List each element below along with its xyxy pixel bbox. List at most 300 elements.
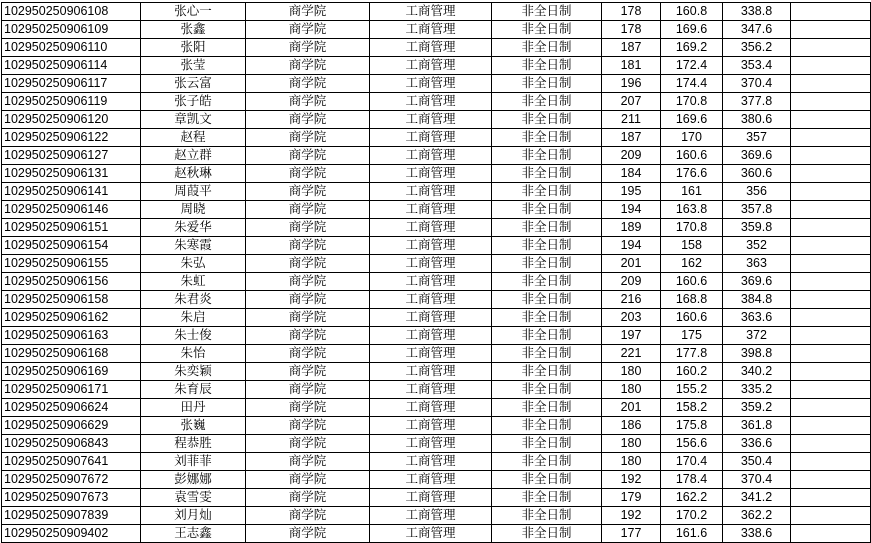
cell-score2: 169.2 [661,39,723,57]
cell-remark [791,93,871,111]
cell-name: 赵立群 [141,147,246,165]
cell-study-type: 非全日制 [492,399,602,417]
table-row [2,129,871,147]
cell-score2: 170 [661,129,723,147]
cell-major: 工商管理 [370,399,492,417]
cell-name: 刘菲菲 [141,453,246,471]
cell-remark [791,75,871,93]
cell-name: 田丹 [141,399,246,417]
cell-remark [791,345,871,363]
cell-score1: 177 [602,525,661,543]
cell-exam-id: 102950250906162 [2,309,141,327]
cell-college: 商学院 [246,291,370,309]
cell-score1: 196 [602,75,661,93]
cell-remark [791,453,871,471]
cell-study-type: 非全日制 [492,507,602,525]
cell-total: 384.8 [723,291,791,309]
cell-name: 张心一 [141,3,246,21]
cell-score2: 155.2 [661,381,723,399]
table-row [2,525,871,543]
table-row [2,183,871,201]
cell-remark [791,57,871,75]
table-row [2,399,871,417]
cell-total: 359.2 [723,399,791,417]
cell-college: 商学院 [246,417,370,435]
cell-total: 352 [723,237,791,255]
table-row [2,309,871,327]
cell-name: 朱怡 [141,345,246,363]
cell-study-type: 非全日制 [492,237,602,255]
cell-score2: 163.8 [661,201,723,219]
cell-remark [791,237,871,255]
cell-study-type: 非全日制 [492,471,602,489]
cell-exam-id: 102950250906146 [2,201,141,219]
cell-score2: 169.6 [661,21,723,39]
cell-score1: 203 [602,309,661,327]
cell-score1: 178 [602,21,661,39]
cell-study-type: 非全日制 [492,75,602,93]
cell-remark [791,309,871,327]
cell-remark [791,39,871,57]
cell-name: 张莹 [141,57,246,75]
table-row [2,381,871,399]
cell-study-type: 非全日制 [492,147,602,165]
cell-exam-id: 102950250906163 [2,327,141,345]
cell-exam-id: 102950250906155 [2,255,141,273]
cell-total: 338.8 [723,3,791,21]
cell-score1: 194 [602,201,661,219]
cell-name: 张云富 [141,75,246,93]
cell-name: 朱士俊 [141,327,246,345]
cell-major: 工商管理 [370,201,492,219]
table-row [2,453,871,471]
cell-major: 工商管理 [370,453,492,471]
cell-name: 朱爱华 [141,219,246,237]
cell-score2: 160.6 [661,273,723,291]
cell-name: 张鑫 [141,21,246,39]
cell-total: 356 [723,183,791,201]
cell-score2: 160.8 [661,3,723,21]
cell-total: 363.6 [723,309,791,327]
cell-remark [791,129,871,147]
cell-study-type: 非全日制 [492,345,602,363]
cell-college: 商学院 [246,39,370,57]
cell-study-type: 非全日制 [492,291,602,309]
cell-score2: 161 [661,183,723,201]
cell-score2: 158 [661,237,723,255]
table-row [2,435,871,453]
cell-remark [791,201,871,219]
cell-score1: 207 [602,93,661,111]
cell-study-type: 非全日制 [492,381,602,399]
cell-total: 341.2 [723,489,791,507]
cell-total: 380.6 [723,111,791,129]
cell-name: 周葭平 [141,183,246,201]
cell-score1: 221 [602,345,661,363]
table-row [2,165,871,183]
cell-score1: 209 [602,147,661,165]
cell-exam-id: 102950250906109 [2,21,141,39]
cell-name: 朱育辰 [141,381,246,399]
cell-name: 张巍 [141,417,246,435]
cell-total: 340.2 [723,363,791,381]
cell-score1: 201 [602,399,661,417]
cell-score1: 187 [602,129,661,147]
table-row [2,75,871,93]
cell-total: 361.8 [723,417,791,435]
cell-study-type: 非全日制 [492,327,602,345]
cell-exam-id: 102950250906108 [2,3,141,21]
cell-study-type: 非全日制 [492,3,602,21]
table-row [2,291,871,309]
cell-college: 商学院 [246,219,370,237]
cell-remark [791,399,871,417]
cell-study-type: 非全日制 [492,57,602,75]
cell-score1: 192 [602,471,661,489]
cell-study-type: 非全日制 [492,183,602,201]
cell-score1: 216 [602,291,661,309]
cell-score2: 162.2 [661,489,723,507]
table-row [2,327,871,345]
cell-college: 商学院 [246,21,370,39]
cell-study-type: 非全日制 [492,453,602,471]
cell-college: 商学院 [246,129,370,147]
cell-total: 377.8 [723,93,791,111]
cell-score1: 178 [602,3,661,21]
cell-name: 朱奕颖 [141,363,246,381]
cell-study-type: 非全日制 [492,489,602,507]
cell-score1: 195 [602,183,661,201]
cell-college: 商学院 [246,399,370,417]
cell-exam-id: 102950250907839 [2,507,141,525]
cell-exam-id: 102950250907672 [2,471,141,489]
cell-exam-id: 102950250906624 [2,399,141,417]
admission-scores-table [1,2,871,543]
cell-name: 袁雪雯 [141,489,246,507]
cell-study-type: 非全日制 [492,219,602,237]
cell-name: 赵程 [141,129,246,147]
cell-name: 刘月灿 [141,507,246,525]
cell-major: 工商管理 [370,57,492,75]
cell-remark [791,3,871,21]
cell-total: 357 [723,129,791,147]
cell-study-type: 非全日制 [492,525,602,543]
cell-total: 353.4 [723,57,791,75]
cell-college: 商学院 [246,111,370,129]
cell-remark [791,525,871,543]
cell-exam-id: 102950250906110 [2,39,141,57]
cell-name: 朱启 [141,309,246,327]
cell-college: 商学院 [246,57,370,75]
cell-study-type: 非全日制 [492,93,602,111]
cell-remark [791,219,871,237]
cell-total: 370.4 [723,471,791,489]
cell-score2: 177.8 [661,345,723,363]
cell-score1: 180 [602,381,661,399]
cell-score1: 194 [602,237,661,255]
table-row [2,3,871,21]
cell-name: 彭娜娜 [141,471,246,489]
cell-college: 商学院 [246,327,370,345]
cell-exam-id: 102950250906168 [2,345,141,363]
cell-college: 商学院 [246,345,370,363]
table-row [2,201,871,219]
cell-remark [791,111,871,129]
cell-exam-id: 102950250906120 [2,111,141,129]
cell-name: 张阳 [141,39,246,57]
table-row [2,39,871,57]
cell-remark [791,327,871,345]
cell-exam-id: 102950250906141 [2,183,141,201]
cell-exam-id: 102950250906119 [2,93,141,111]
cell-total: 372 [723,327,791,345]
cell-remark [791,381,871,399]
cell-remark [791,489,871,507]
cell-score2: 170.2 [661,507,723,525]
cell-remark [791,417,871,435]
table-row [2,273,871,291]
cell-study-type: 非全日制 [492,309,602,327]
cell-score2: 174.4 [661,75,723,93]
cell-score2: 160.6 [661,147,723,165]
cell-major: 工商管理 [370,309,492,327]
cell-remark [791,435,871,453]
cell-exam-id: 102950250906114 [2,57,141,75]
cell-major: 工商管理 [370,183,492,201]
cell-score1: 201 [602,255,661,273]
cell-remark [791,183,871,201]
cell-major: 工商管理 [370,273,492,291]
cell-total: 369.6 [723,273,791,291]
cell-score1: 184 [602,165,661,183]
cell-total: 335.2 [723,381,791,399]
table-row [2,237,871,255]
table-row [2,255,871,273]
cell-score2: 160.2 [661,363,723,381]
cell-score2: 156.6 [661,435,723,453]
cell-exam-id: 102950250906843 [2,435,141,453]
cell-college: 商学院 [246,471,370,489]
table-row [2,417,871,435]
cell-major: 工商管理 [370,345,492,363]
cell-score2: 170.8 [661,93,723,111]
table-row [2,147,871,165]
cell-score2: 172.4 [661,57,723,75]
table-row [2,507,871,525]
table-row [2,219,871,237]
cell-college: 商学院 [246,3,370,21]
cell-study-type: 非全日制 [492,111,602,129]
cell-score1: 189 [602,219,661,237]
cell-study-type: 非全日制 [492,417,602,435]
cell-exam-id: 102950250906151 [2,219,141,237]
cell-college: 商学院 [246,453,370,471]
cell-exam-id: 102950250906169 [2,363,141,381]
cell-study-type: 非全日制 [492,129,602,147]
cell-major: 工商管理 [370,93,492,111]
cell-college: 商学院 [246,255,370,273]
cell-score2: 169.6 [661,111,723,129]
cell-major: 工商管理 [370,291,492,309]
table-row [2,345,871,363]
cell-major: 工商管理 [370,525,492,543]
table-row [2,57,871,75]
cell-remark [791,291,871,309]
cell-name: 朱弘 [141,255,246,273]
cell-college: 商学院 [246,183,370,201]
cell-score2: 161.6 [661,525,723,543]
cell-college: 商学院 [246,165,370,183]
cell-total: 336.6 [723,435,791,453]
cell-study-type: 非全日制 [492,435,602,453]
cell-major: 工商管理 [370,39,492,57]
cell-remark [791,507,871,525]
cell-major: 工商管理 [370,219,492,237]
cell-total: 362.2 [723,507,791,525]
cell-major: 工商管理 [370,327,492,345]
cell-remark [791,363,871,381]
cell-study-type: 非全日制 [492,273,602,291]
cell-remark [791,165,871,183]
cell-college: 商学院 [246,363,370,381]
cell-major: 工商管理 [370,237,492,255]
cell-major: 工商管理 [370,147,492,165]
cell-score1: 209 [602,273,661,291]
cell-score2: 160.6 [661,309,723,327]
cell-study-type: 非全日制 [492,39,602,57]
cell-total: 350.4 [723,453,791,471]
cell-study-type: 非全日制 [492,21,602,39]
cell-major: 工商管理 [370,75,492,93]
cell-major: 工商管理 [370,381,492,399]
cell-major: 工商管理 [370,255,492,273]
cell-college: 商学院 [246,435,370,453]
cell-total: 370.4 [723,75,791,93]
cell-study-type: 非全日制 [492,255,602,273]
cell-total: 359.8 [723,219,791,237]
cell-remark [791,147,871,165]
cell-major: 工商管理 [370,3,492,21]
cell-college: 商学院 [246,201,370,219]
cell-exam-id: 102950250906154 [2,237,141,255]
cell-exam-id: 102950250906171 [2,381,141,399]
table-row [2,21,871,39]
table-row [2,111,871,129]
cell-exam-id: 102950250907641 [2,453,141,471]
cell-score2: 168.8 [661,291,723,309]
table-row [2,93,871,111]
cell-total: 398.8 [723,345,791,363]
table-row [2,489,871,507]
cell-total: 369.6 [723,147,791,165]
cell-exam-id: 102950250907673 [2,489,141,507]
cell-major: 工商管理 [370,507,492,525]
table-row [2,363,871,381]
cell-score1: 192 [602,507,661,525]
cell-college: 商学院 [246,309,370,327]
cell-total: 357.8 [723,201,791,219]
cell-score2: 162 [661,255,723,273]
cell-name: 朱寒霞 [141,237,246,255]
cell-remark [791,273,871,291]
cell-study-type: 非全日制 [492,363,602,381]
cell-study-type: 非全日制 [492,165,602,183]
cell-name: 赵秋琳 [141,165,246,183]
cell-name: 章凯文 [141,111,246,129]
cell-major: 工商管理 [370,417,492,435]
cell-score1: 179 [602,489,661,507]
cell-name: 张子皓 [141,93,246,111]
cell-score2: 175 [661,327,723,345]
cell-score1: 187 [602,39,661,57]
cell-major: 工商管理 [370,165,492,183]
cell-score2: 175.8 [661,417,723,435]
cell-college: 商学院 [246,237,370,255]
cell-major: 工商管理 [370,471,492,489]
cell-exam-id: 102950250906156 [2,273,141,291]
cell-total: 347.6 [723,21,791,39]
cell-exam-id: 102950250906122 [2,129,141,147]
cell-major: 工商管理 [370,363,492,381]
cell-college: 商学院 [246,507,370,525]
cell-total: 356.2 [723,39,791,57]
cell-score1: 180 [602,453,661,471]
cell-score1: 180 [602,435,661,453]
cell-score2: 176.6 [661,165,723,183]
table-body [2,3,871,543]
cell-name: 王志鑫 [141,525,246,543]
cell-major: 工商管理 [370,21,492,39]
cell-college: 商学院 [246,273,370,291]
cell-total: 338.6 [723,525,791,543]
cell-name: 朱君炎 [141,291,246,309]
cell-college: 商学院 [246,93,370,111]
cell-score1: 186 [602,417,661,435]
cell-exam-id: 102950250909402 [2,525,141,543]
cell-score1: 197 [602,327,661,345]
cell-total: 363 [723,255,791,273]
cell-name: 程恭胜 [141,435,246,453]
cell-college: 商学院 [246,525,370,543]
cell-major: 工商管理 [370,129,492,147]
cell-name: 周晓 [141,201,246,219]
cell-exam-id: 102950250906131 [2,165,141,183]
cell-study-type: 非全日制 [492,201,602,219]
cell-exam-id: 102950250906158 [2,291,141,309]
cell-total: 360.6 [723,165,791,183]
cell-score2: 170.8 [661,219,723,237]
cell-score1: 181 [602,57,661,75]
cell-score2: 170.4 [661,453,723,471]
cell-exam-id: 102950250906117 [2,75,141,93]
cell-remark [791,21,871,39]
cell-college: 商学院 [246,381,370,399]
cell-college: 商学院 [246,489,370,507]
cell-score2: 178.4 [661,471,723,489]
cell-remark [791,255,871,273]
cell-score2: 158.2 [661,399,723,417]
cell-college: 商学院 [246,147,370,165]
table-row [2,471,871,489]
cell-major: 工商管理 [370,111,492,129]
cell-exam-id: 102950250906629 [2,417,141,435]
cell-remark [791,471,871,489]
cell-college: 商学院 [246,75,370,93]
cell-name: 朱虹 [141,273,246,291]
cell-exam-id: 102950250906127 [2,147,141,165]
cell-score1: 211 [602,111,661,129]
cell-major: 工商管理 [370,489,492,507]
